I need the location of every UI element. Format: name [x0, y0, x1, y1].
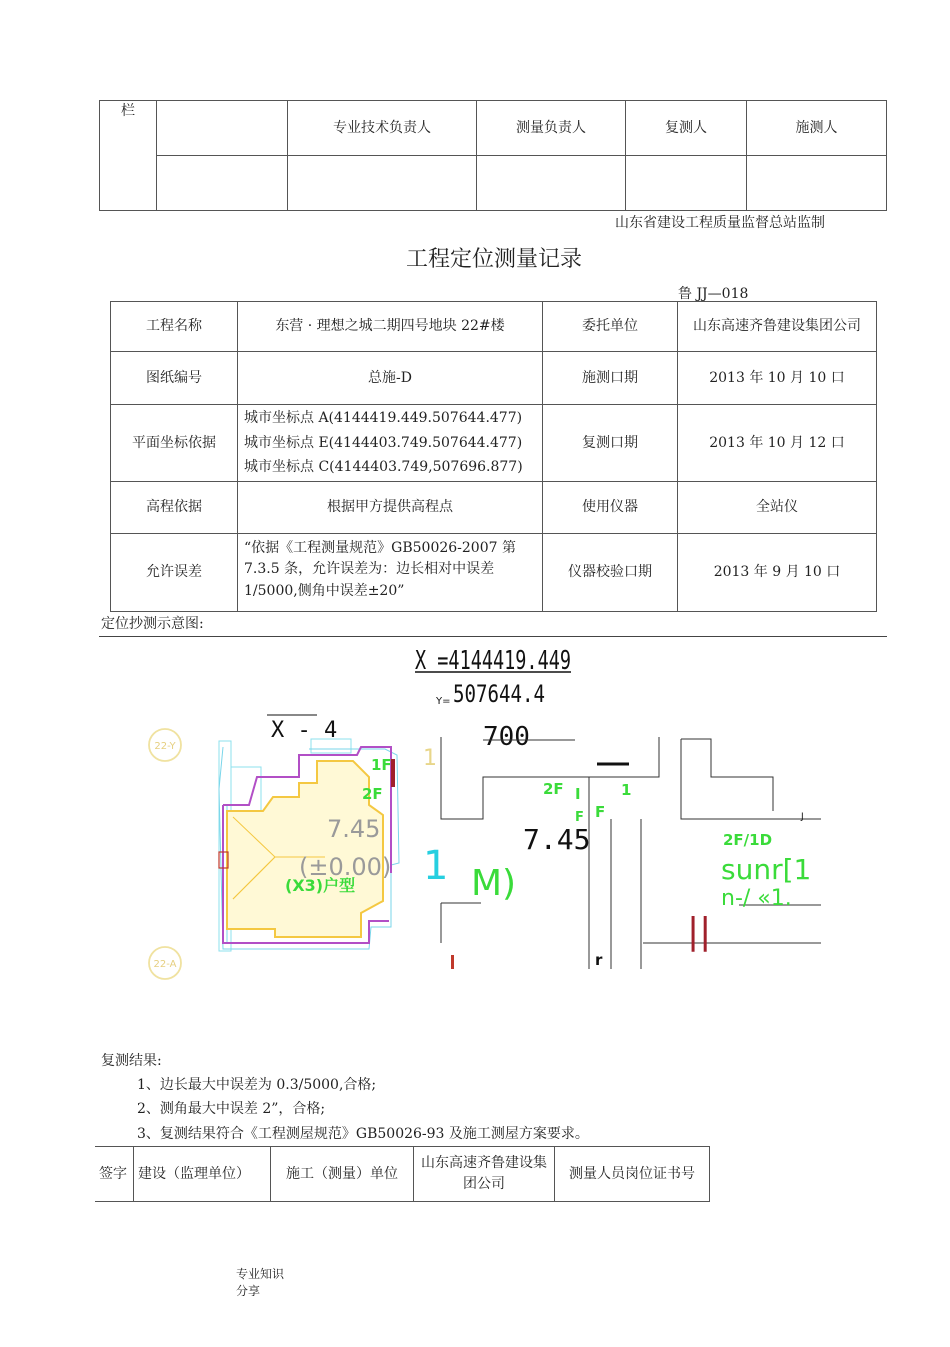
m-label: M)	[471, 863, 517, 904]
r-label: r	[595, 951, 603, 969]
floor-i: I	[575, 785, 581, 803]
floor-2f: 2F	[362, 785, 383, 803]
coord-point-a: 城市坐标点 A(4144419.449.507644.477)	[244, 410, 523, 427]
constructor-label: 施工（测量）单位	[271, 1147, 414, 1202]
axis-label-bottom: 22-A	[153, 959, 177, 970]
tolerance	[238, 534, 543, 612]
drawing-no-label: 图纸编号	[111, 352, 238, 405]
x-coordinate: X =4144419.449	[415, 646, 571, 676]
small-one: 1	[423, 746, 437, 771]
floor-f-second: F	[595, 803, 606, 821]
instrument-label: 使用仪器	[543, 482, 678, 534]
house-plan	[219, 739, 399, 951]
coord-point-c: 城市坐标点 C(4144403.749,507696.877)	[244, 459, 523, 476]
header-surveyor: 施测人	[747, 101, 887, 156]
record-table	[110, 301, 877, 612]
result-line-1: 1、边长最大中误差为 0.3/5000,合格;	[137, 1077, 377, 1093]
site-drawing	[423, 722, 821, 969]
sign-label: 签字	[95, 1147, 134, 1202]
survey-date: 2013 年 10 月 10 口	[678, 352, 877, 405]
elevation-basis: 根据甲方提供高程点	[238, 482, 543, 534]
monitor-text: 山东省建设工程质量监督总站监制	[615, 215, 825, 231]
signature-bottom-table	[95, 1146, 710, 1202]
header-survey-lead: 测量负责人	[477, 101, 626, 156]
x4-label: X - 4	[271, 718, 338, 743]
project-name: 东营 · 理想之城二期四号地块 22#楼	[238, 302, 543, 352]
survey-date-label: 施测口期	[543, 352, 678, 405]
calibration-date: 2013 年 9 月 10 口	[678, 534, 877, 612]
sign-slot	[747, 156, 887, 211]
page-title: 工程定位测量记录	[405, 247, 582, 272]
diagram-label: 定位抄测示意图:	[101, 616, 204, 632]
sign-slot	[626, 156, 747, 211]
big-one: 1	[423, 843, 449, 889]
result-line-2: 2、测角最大中误差 2”，合格;	[137, 1101, 326, 1117]
calibration-label: 仪器校验口期	[543, 534, 678, 612]
result-line-3: 3、复测结果符合《工程测屋规范》GB50026-93 及施工测屋方案要求。	[137, 1126, 589, 1142]
cert-label: 测量人员岗位证书号	[555, 1147, 710, 1202]
floor-1f: 1F	[371, 756, 392, 774]
project-name-label: 工程名称	[111, 302, 238, 352]
sign-slot	[477, 156, 626, 211]
builder-label: 建设（监理单位）	[134, 1147, 271, 1202]
sunr-label: sunr[1	[721, 853, 812, 886]
plane-basis-label: 平面坐标依据	[111, 405, 238, 482]
results-title: 复测结果:	[101, 1053, 162, 1069]
coord-point-e: 城市坐标点 E(4144403.749.507644.477)	[244, 434, 523, 451]
y-coordinate: 507644.4	[453, 680, 545, 708]
tolerance-line: 1/5000,侧角中误差±20”	[244, 582, 405, 599]
sign-slot	[288, 156, 477, 211]
house-type: (X3)户型	[285, 876, 356, 895]
signature-top-table	[99, 100, 887, 211]
label-2f1d: 2F/1D	[723, 831, 773, 849]
floor-f: F	[575, 810, 584, 825]
instrument: 全站仪	[678, 482, 877, 534]
np-label: n-/ «1.	[721, 886, 792, 911]
header-tech-lead: 专业技术负责人	[288, 101, 477, 156]
resurvey-date-label: 复测口期	[543, 405, 678, 482]
tolerance-label: 允许误差	[111, 534, 238, 612]
tolerance-line: “依据《工程测量规范》GB50026-2007 第	[244, 539, 516, 556]
client: 山东高速齐鲁建设集团公司	[678, 302, 877, 352]
positioning-diagram	[99, 637, 887, 1037]
floor-2f-right: 2F	[543, 780, 564, 798]
drawing-no: 总施-D	[238, 352, 543, 405]
footer-text: 专业知识分享	[236, 1267, 285, 1299]
resurvey-date: 2013 年 10 月 12 口	[678, 405, 877, 482]
blank-cell	[157, 101, 288, 156]
lan-cell: 栏	[100, 101, 157, 211]
dimension-700: 700	[483, 722, 530, 752]
right-elevation: 7.45	[523, 823, 591, 856]
y-prefix: Y=	[436, 696, 451, 707]
tolerance-line: 7.3.5 条，允许误差为：边长相对中误差	[244, 561, 495, 578]
plane-basis	[238, 405, 543, 482]
company-name: 山东高速齐鲁建设集团公司	[414, 1147, 555, 1202]
form-code: 鲁 JJ—018	[678, 286, 749, 302]
parallel-mark: ||	[687, 911, 712, 952]
elevation-basis-label: 高程依据	[111, 482, 238, 534]
axis-label-top: 22-Y	[154, 741, 176, 752]
j-label: J	[801, 812, 804, 822]
header-resurveyor: 复测人	[626, 101, 747, 156]
elevation-label: 7.45	[327, 815, 381, 843]
sign-slot	[157, 156, 288, 211]
floor-one: 1	[621, 781, 632, 799]
zero-elevation: (±0.00)	[299, 853, 392, 881]
client-label: 委托单位	[543, 302, 678, 352]
